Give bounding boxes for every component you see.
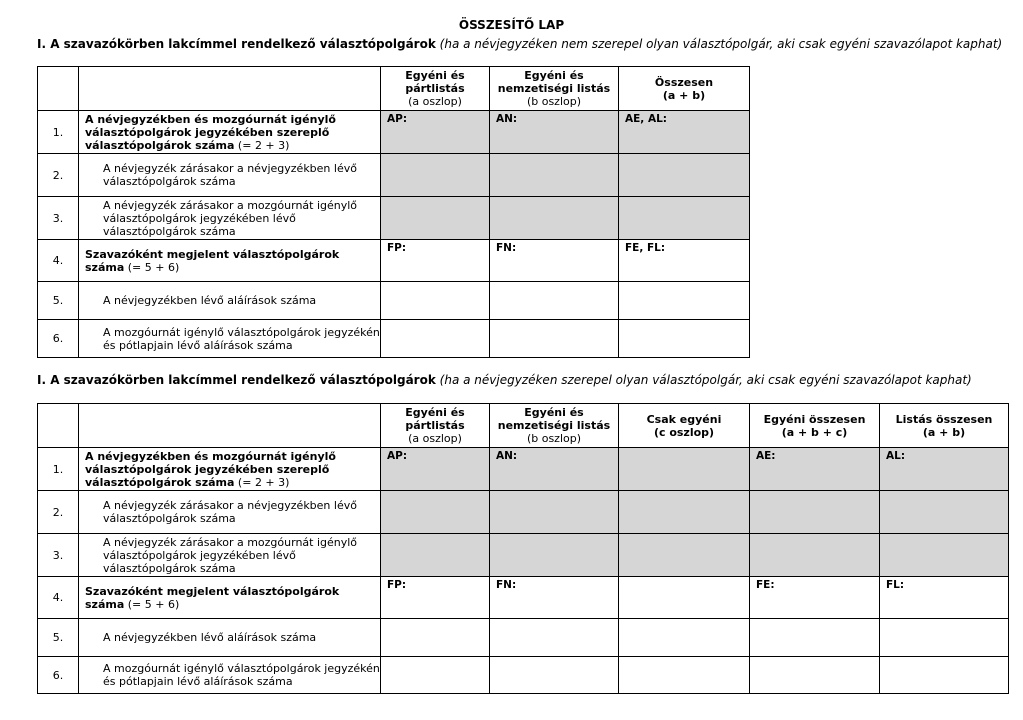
row-number: 6. bbox=[38, 657, 79, 694]
input-cell[interactable]: FP: bbox=[381, 240, 490, 282]
input-cell[interactable] bbox=[490, 619, 619, 657]
input-cell[interactable] bbox=[381, 197, 490, 240]
input-cell[interactable]: FN: bbox=[490, 577, 619, 619]
row-number: 1. bbox=[38, 111, 79, 154]
row-number: 2. bbox=[38, 491, 79, 534]
column-header: Listás összesen (a + b) bbox=[880, 404, 1009, 448]
summary-table-1 bbox=[37, 66, 750, 358]
table-row bbox=[38, 320, 750, 358]
row-number: 5. bbox=[38, 282, 79, 320]
table-header-row bbox=[38, 67, 750, 111]
input-cell[interactable] bbox=[381, 619, 490, 657]
table-row bbox=[38, 448, 1009, 491]
input-cell[interactable] bbox=[381, 657, 490, 694]
row-description: A névjegyzékben lévő aláírások száma bbox=[79, 282, 381, 320]
input-cell[interactable] bbox=[750, 657, 880, 694]
row-description: A névjegyzékben és mozgóurnát igénylő választópolgárok jegyzékében szereplő választópolgárok száma (= 2 + 3) bbox=[79, 448, 381, 491]
input-cell[interactable] bbox=[619, 282, 750, 320]
input-cell[interactable] bbox=[619, 491, 750, 534]
section2-heading-bold: I. A szavazókörben lakcímmel rendelkező választópolgárok bbox=[37, 373, 436, 387]
table-row bbox=[38, 577, 1009, 619]
input-cell[interactable]: AL: bbox=[880, 448, 1009, 491]
input-cell[interactable] bbox=[619, 154, 750, 197]
section1-heading bbox=[37, 37, 1002, 51]
column-header: Egyéni és pártlistás (a oszlop) bbox=[381, 67, 490, 111]
table-row bbox=[38, 154, 750, 197]
header-num-cell bbox=[38, 404, 79, 448]
input-cell[interactable] bbox=[619, 577, 750, 619]
input-cell[interactable] bbox=[619, 197, 750, 240]
input-cell[interactable] bbox=[619, 448, 750, 491]
table-row bbox=[38, 534, 1009, 577]
row-number: 1. bbox=[38, 448, 79, 491]
table-row bbox=[38, 240, 750, 282]
column-header: Összesen (a + b) bbox=[619, 67, 750, 111]
input-cell[interactable] bbox=[381, 491, 490, 534]
row-description: A névjegyzék zárásakor a mozgóurnát igénylő választópolgárok jegyzékében lévő választópolgárok száma bbox=[79, 197, 381, 240]
row-number: 4. bbox=[38, 240, 79, 282]
row-number: 5. bbox=[38, 619, 79, 657]
input-cell[interactable]: FP: bbox=[381, 577, 490, 619]
header-desc-cell bbox=[79, 67, 381, 111]
row-number: 3. bbox=[38, 534, 79, 577]
table-row bbox=[38, 197, 750, 240]
input-cell[interactable] bbox=[880, 534, 1009, 577]
input-cell[interactable] bbox=[750, 619, 880, 657]
row-description: A mozgóurnát igénylő választópolgárok jegyzékén és pótlapjain lévő aláírások száma bbox=[79, 657, 381, 694]
input-cell[interactable]: AN: bbox=[490, 111, 619, 154]
input-cell[interactable] bbox=[619, 619, 750, 657]
row-description: Szavazóként megjelent választópolgárok száma (= 5 + 6) bbox=[79, 577, 381, 619]
table-row bbox=[38, 657, 1009, 694]
input-cell[interactable] bbox=[619, 534, 750, 577]
row-number: 4. bbox=[38, 577, 79, 619]
input-cell[interactable] bbox=[381, 320, 490, 358]
input-cell[interactable] bbox=[381, 534, 490, 577]
row-description: Szavazóként megjelent választópolgárok száma (= 5 + 6) bbox=[79, 240, 381, 282]
input-cell[interactable] bbox=[490, 282, 619, 320]
input-cell[interactable]: AN: bbox=[490, 448, 619, 491]
row-number: 6. bbox=[38, 320, 79, 358]
column-header: Egyéni és pártlistás (a oszlop) bbox=[381, 404, 490, 448]
input-cell[interactable]: AE, AL: bbox=[619, 111, 750, 154]
input-cell[interactable] bbox=[490, 320, 619, 358]
input-cell[interactable] bbox=[381, 282, 490, 320]
column-header: Egyéni összesen (a + b + c) bbox=[750, 404, 880, 448]
column-header: Egyéni és nemzetiségi listás (b oszlop) bbox=[490, 404, 619, 448]
table-header-row bbox=[38, 404, 1009, 448]
input-cell[interactable]: FE: bbox=[750, 577, 880, 619]
input-cell[interactable]: AP: bbox=[381, 448, 490, 491]
section1-heading-bold: I. A szavazókörben lakcímmel rendelkező választópolgárok bbox=[37, 37, 436, 51]
input-cell[interactable] bbox=[490, 154, 619, 197]
row-description: A névjegyzékben lévő aláírások száma bbox=[79, 619, 381, 657]
column-header: Csak egyéni (c oszlop) bbox=[619, 404, 750, 448]
input-cell[interactable] bbox=[619, 320, 750, 358]
input-cell[interactable]: FE, FL: bbox=[619, 240, 750, 282]
row-number: 3. bbox=[38, 197, 79, 240]
input-cell[interactable] bbox=[750, 534, 880, 577]
input-cell[interactable] bbox=[880, 657, 1009, 694]
section1-heading-note: (ha a névjegyzéken nem szerepel olyan választópolgár, aki csak egyéni szavazólapot kaphat) bbox=[439, 37, 1003, 51]
input-cell[interactable] bbox=[619, 657, 750, 694]
section2-heading-note: (ha a névjegyzéken szerepel olyan választópolgár, aki csak egyéni szavazólapot kaphat) bbox=[439, 373, 972, 387]
input-cell[interactable] bbox=[490, 534, 619, 577]
header-num-cell bbox=[38, 67, 79, 111]
input-cell[interactable] bbox=[490, 491, 619, 534]
input-cell[interactable] bbox=[880, 619, 1009, 657]
input-cell[interactable]: FN: bbox=[490, 240, 619, 282]
row-description: A mozgóurnát igénylő választópolgárok jegyzékén és pótlapjain lévő aláírások száma bbox=[79, 320, 381, 358]
input-cell[interactable] bbox=[381, 154, 490, 197]
row-number: 2. bbox=[38, 154, 79, 197]
row-description: A névjegyzék zárásakor a névjegyzékben lévő választópolgárok száma bbox=[79, 491, 381, 534]
table-row bbox=[38, 619, 1009, 657]
table-row bbox=[38, 491, 1009, 534]
row-description: A névjegyzék zárásakor a névjegyzékben lévő választópolgárok száma bbox=[79, 154, 381, 197]
input-cell[interactable] bbox=[880, 491, 1009, 534]
table-row bbox=[38, 282, 750, 320]
input-cell[interactable] bbox=[490, 197, 619, 240]
column-header: Egyéni és nemzetiségi listás (b oszlop) bbox=[490, 67, 619, 111]
page-title: ÖSSZESÍTŐ LAP bbox=[458, 18, 565, 32]
section2-heading bbox=[37, 373, 972, 387]
summary-table-2 bbox=[37, 403, 1009, 694]
row-description: A névjegyzékben és mozgóurnát igénylő választópolgárok jegyzékében szereplő választópolgárok száma (= 2 + 3) bbox=[79, 111, 381, 154]
table-row bbox=[38, 111, 750, 154]
input-cell[interactable]: FL: bbox=[880, 577, 1009, 619]
input-cell[interactable] bbox=[750, 491, 880, 534]
input-cell[interactable]: AP: bbox=[381, 111, 490, 154]
header-desc-cell bbox=[79, 404, 381, 448]
input-cell[interactable] bbox=[490, 657, 619, 694]
row-description: A névjegyzék zárásakor a mozgóurnát igénylő választópolgárok jegyzékében lévő választópolgárok száma bbox=[79, 534, 381, 577]
input-cell[interactable]: AE: bbox=[750, 448, 880, 491]
